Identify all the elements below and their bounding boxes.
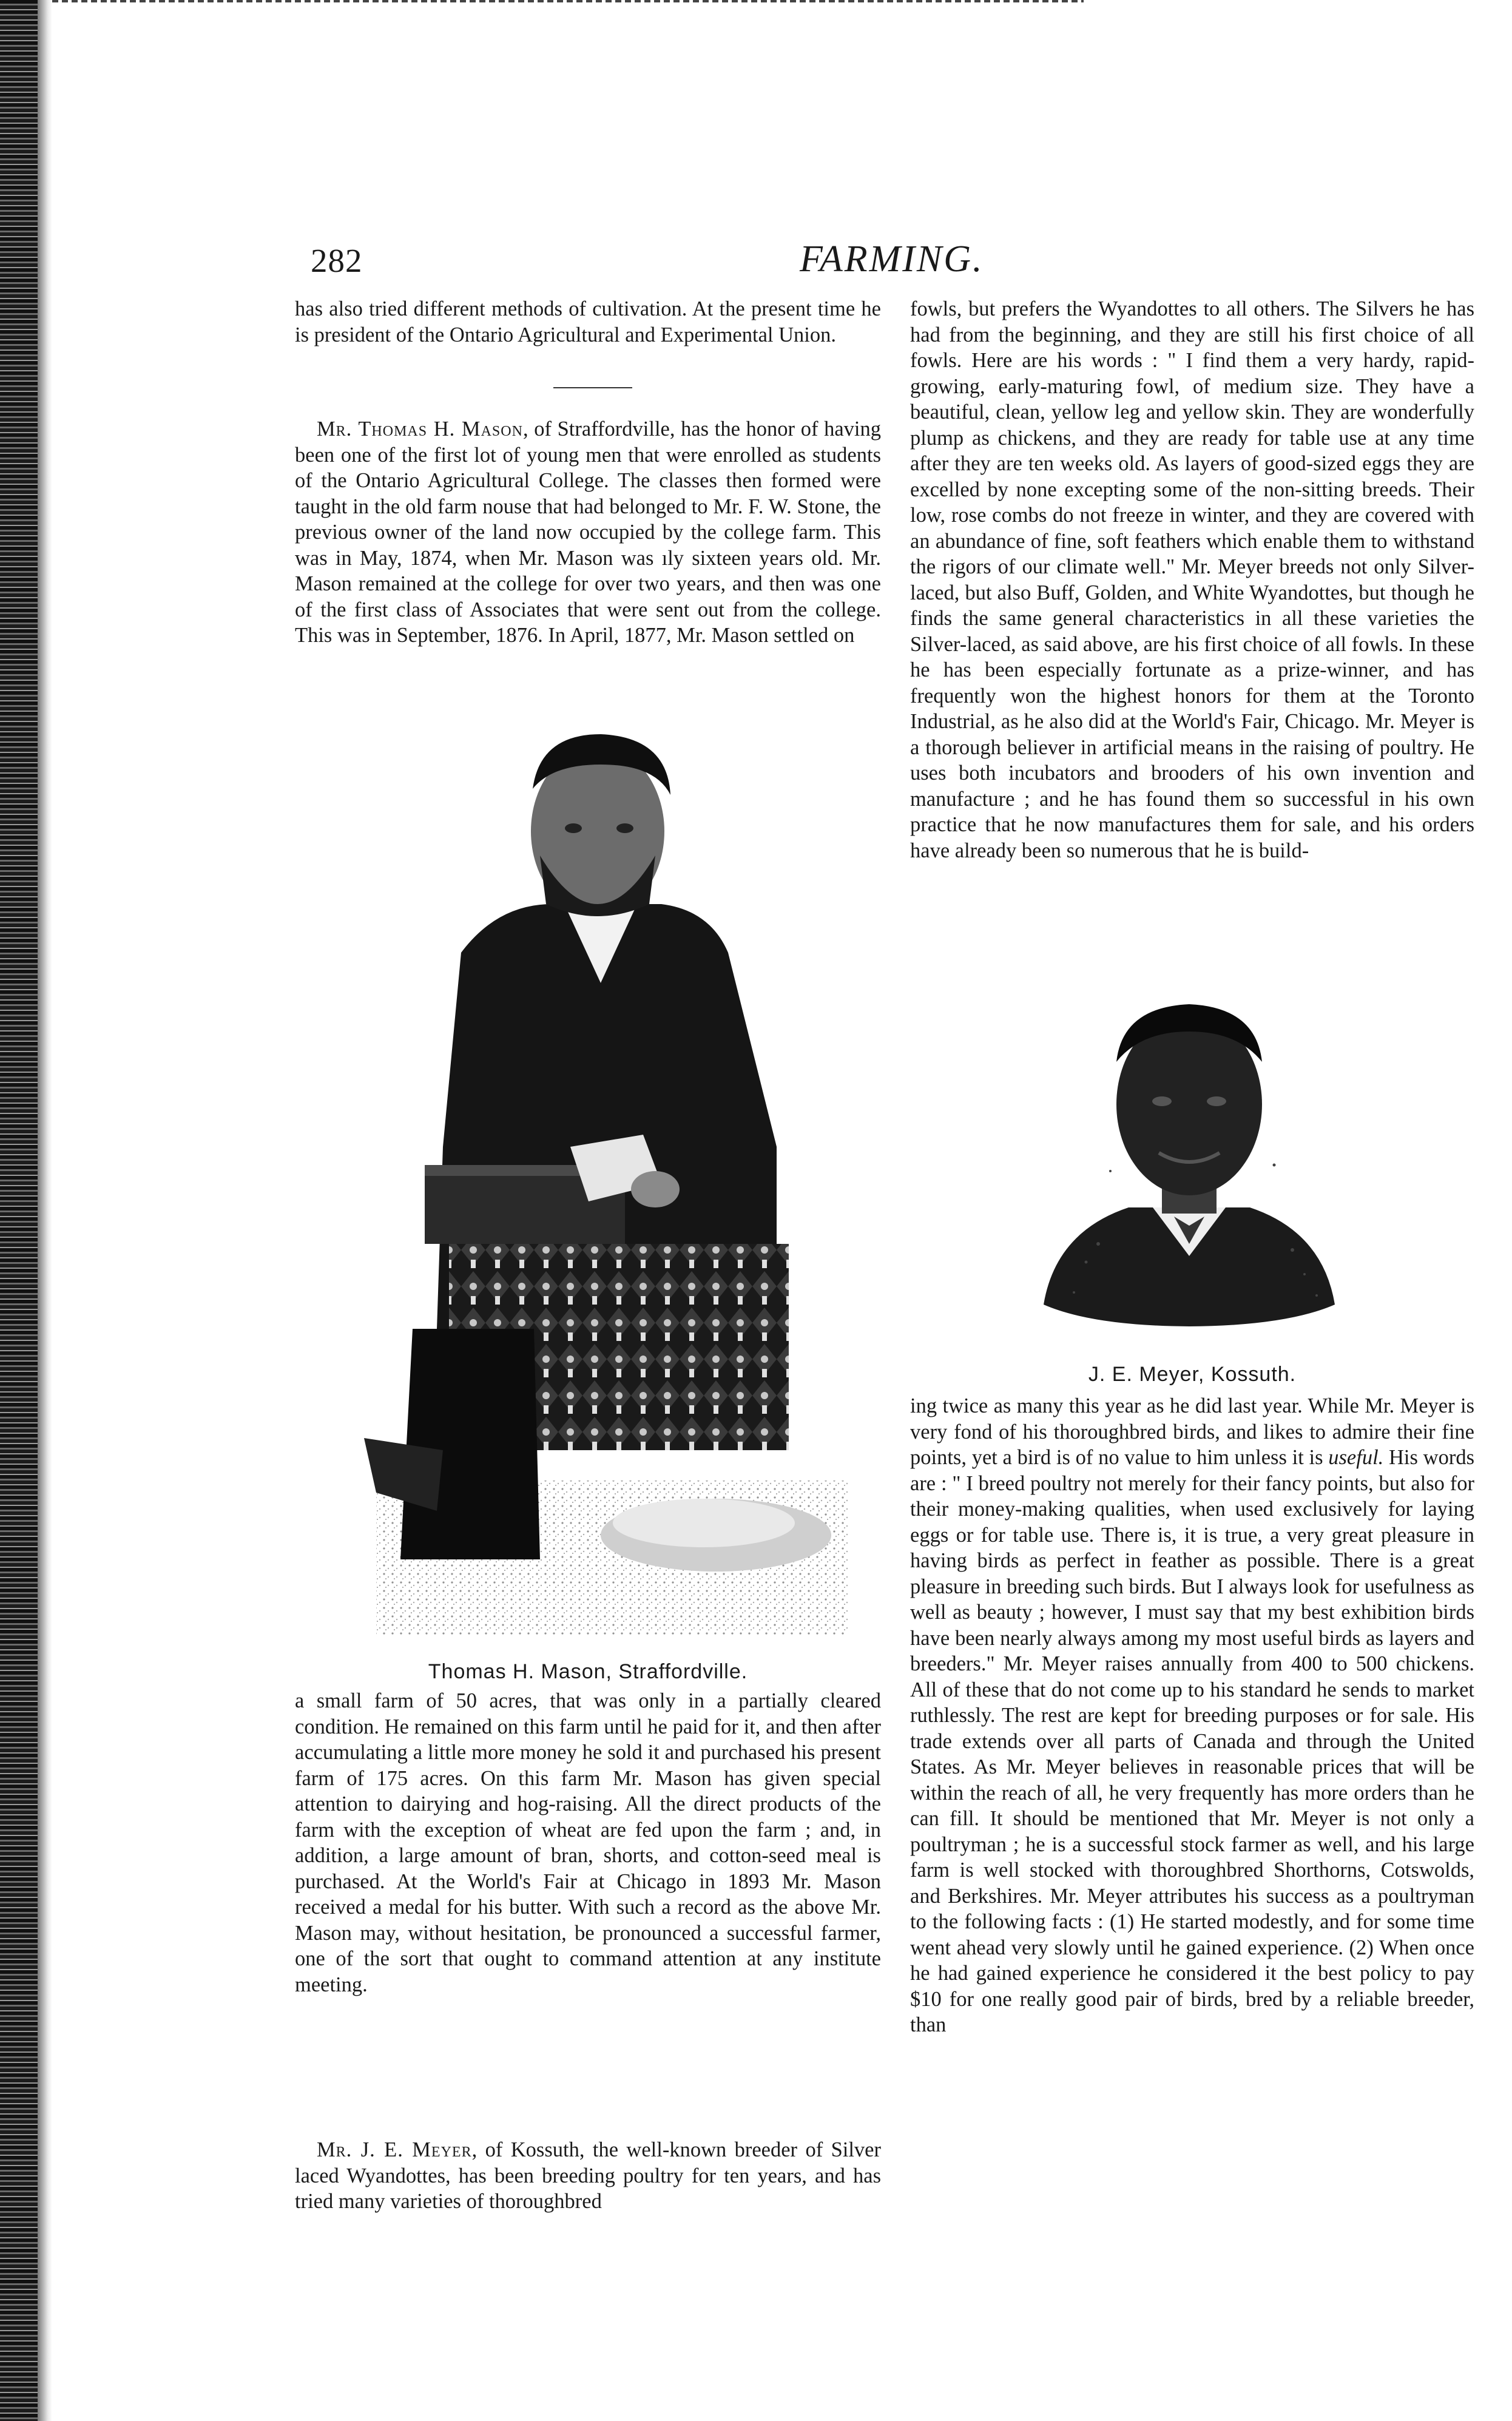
mason-portrait-photo <box>340 722 874 1635</box>
running-head-title: FARMING. <box>800 238 984 280</box>
meyer-text-part2: His words are : " I breed poultry not merely for their fancy points, but also for their money-making qualities, when used exclusively for laying eggs or for table use. There is, it is true, a very great pleasure in having birds as perfect in feather as possible. There is a great pleasure in breeding such birds. But I always look for usefulness as well as beauty ; however, I must say that my best exhibition birds have been nearly always among my most useful birds as layers and breeders." Mr. Meyer raises annually from 400 to 500 chickens. All of these that do not come up to his standard he sends to market ruthlessly. The rest are kept for breeding purposes or for sale. His trade extends over all parts of Canada and through the United States. As Mr. Meyer believes in reasonable prices that will be within the reach of all, he very frequently has more orders than he can fill. It should be mentioned that Mr. Meyer is not only a poultryman ; he is a successful stock farmer as well, and his large farm is well stocked with thoroughbred Shorthorns, Cotswolds, and Berkshires. Mr. Meyer attributes his success as a poultryman to the following facts : (1) He started modestly, and for some time went ahead very slowly until he gained experience. (2) When once he had gained experience he considered it the best policy to pay $10 for one really good pair of birds, bred by a reliable breeder, than <box>910 1446 1474 2036</box>
paragraph-mason-farm: a small farm of 50 acres, that was only in a partially cleared condition. He remained on this farm until he paid for it, and then after accumulating a little more money he sold it and purchased his present farm of 175 acres. On this farm Mr. Mason has given special attention to dairying and hog-raising. All the direct products of the farm with the exception of wheat are fed upon the farm ; and, in addition, a large amount of bran, shorts, and cotton-seed meal is purchased. At the World's Fair at Chicago in 1893 Mr. Mason received a medal for his butter. With such a record as the above Mr. Mason may, without hesitation, be pronounced a successful farmer, one of the sort that ought to command attention at any institute meeting. <box>295 1689 881 1996</box>
paragraph-meyer-intro <box>295 2137 881 2215</box>
paragraph-wyandottes: fowls, but prefers the Wyandottes to all others. The Silvers he has had from the beginning, and they are still his first choice of all fowls. Here are his words : " I find them a very hardy, rapid-growing, early-maturing fowl, of medium size. They have a beautiful, clean, yellow leg and yellow skin. They are wonderfully plump as chickens, and they are ready for table use at any time after they are ten weeks old. As layers of good-sized eggs they are excelled by none excepting some of the non-sitting breeds. Their low, rose combs do not freeze in winter, and they are covered with an abundance of fine, soft feathers which enable them to withstand the rigors of our climate well." Mr. Meyer breeds not only Silver-laced, but also Buff, Golden, and White Wyandottes, but though he finds the same general characteristics in all these varieties the Silver-laced, as said above, are his first choice of all fowls. In these he has been especially fortunate as a prize-winner, and has frequently won the highest honors for them at the Toronto Industrial, as he also did at the World's Fair, Chicago. Mr. Meyer is a thorough believer in artificial means in the raising of poultry. He uses both incubators and brooders of his own invention and manufacture ; and he has found them so successful in his own practice that he now manufactures them for sale, and his orders have already been so numerous that he is build- <box>910 297 1474 862</box>
meyer-name: Mr. J. E. Meyer <box>317 2138 472 2161</box>
meyer-text-part1: ing twice as many this year as he did last year. While Mr. Meyer is very fond of his thoroughbred birds, and likes to admire their fine points, yet a bird is of no value to him unless it is <box>910 1394 1474 1469</box>
meyer-intro-text: , of Kossuth, the well-known breeder of Silver laced Wyandottes, has been breeding poultry for ten years, and has tried many varieties of thoroughbred <box>295 2138 881 2213</box>
page-gutter-shadow <box>38 0 52 2421</box>
page-binding-edge <box>0 0 38 2421</box>
paragraph-union: has also tried different methods of cultivation. At the present time he is president of the Ontario Agricultural and Experimental Union. <box>295 297 881 346</box>
paragraph-mason <box>295 416 881 649</box>
mason-text: , of Straffordville, has the honor of having been one of the first lot of young men that were enrolled as students of the Ontario Agricultural College. The classes then formed were taught in the old farm nouse that had belonged to Mr. F. W. Stone, the previous owner of the land now occupied by the college farm. This was in May, 1874, when Mr. Mason was ıly sixteen years old. Mr. Mason remained at the college for over two years, and then was one of the first class of Associates that were sent out from the college. This was in September, 1876. In April, 1877, Mr. Mason settled on <box>295 417 881 647</box>
mason-name: Mr. Thomas H. Mason <box>317 417 523 441</box>
page-number: 282 <box>311 242 363 279</box>
meyer-portrait-photo <box>1007 989 1371 1329</box>
page-top-edge <box>52 0 1084 2</box>
mason-caption: Thomas H. Mason, Straffordville. <box>428 1660 748 1683</box>
paragraph-meyer-useful <box>910 1393 1474 2038</box>
left-column-mason <box>295 416 881 649</box>
meyer-caption: J. E. Meyer, Kossuth. <box>1088 1363 1297 1386</box>
section-divider-1 <box>553 387 632 388</box>
useful-emphasis: useful. <box>1328 1446 1384 1469</box>
left-column-top <box>295 296 881 348</box>
left-column-bottom <box>295 1688 881 1997</box>
right-column-top <box>910 296 1474 863</box>
left-column-meyer-intro <box>295 2137 881 2215</box>
right-column-bottom <box>910 1393 1474 2038</box>
